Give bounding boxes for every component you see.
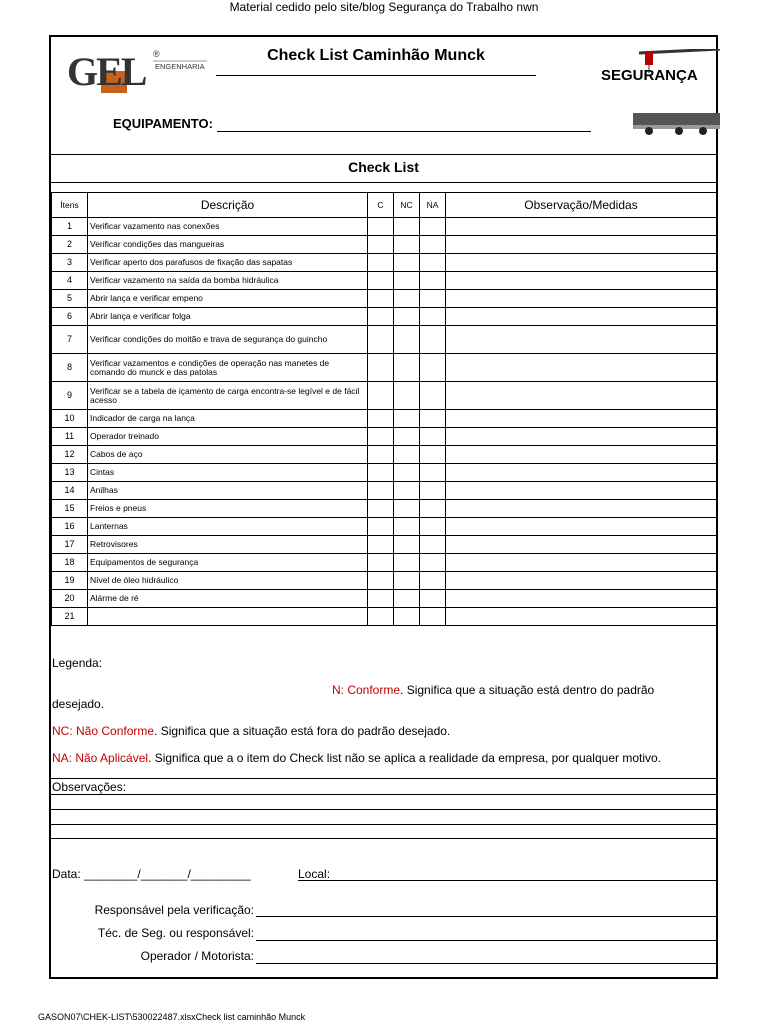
nc-cell[interactable] [394,554,420,572]
col-items: Ítens [52,193,88,218]
legend-na-text: . Significa que a o item do Check list não se aplica a realidade da empresa, por qualquer motivo. [148,751,662,765]
item-number: 1 [52,218,88,236]
na-cell[interactable] [420,446,446,464]
legend-nc-text: . Significa que a situação está fora do padrão desejado. [154,724,451,738]
na-cell[interactable] [420,482,446,500]
na-cell[interactable] [420,428,446,446]
legend-na [52,751,661,765]
table-row [52,482,717,500]
legend-label: Legenda: [52,656,103,670]
item-description: Verificar condições das mangueiras [88,236,368,254]
notes-cell[interactable] [446,354,717,382]
nc-cell[interactable] [394,428,420,446]
notes-cell[interactable] [446,482,717,500]
c-cell[interactable] [368,608,394,626]
notes-cell[interactable] [446,536,717,554]
operator-input-line[interactable] [256,963,716,964]
technician-input-line[interactable] [256,940,716,941]
nc-cell[interactable] [394,608,420,626]
nc-cell[interactable] [394,500,420,518]
table-row [52,428,717,446]
notes-cell[interactable] [446,308,717,326]
table-row [52,236,717,254]
checklist-sheet [49,35,718,979]
table-row [52,308,717,326]
notes-cell[interactable] [446,254,717,272]
place-input-line[interactable] [298,880,716,881]
nc-cell[interactable] [394,326,420,354]
notes-cell[interactable] [446,290,717,308]
item-number: 15 [52,500,88,518]
item-description: Operador treinado [88,428,368,446]
table-row [52,326,717,354]
notes-cell[interactable] [446,518,717,536]
legend-nc-term: NC: Não Conforme [52,724,155,738]
notes-cell[interactable] [446,382,717,410]
col-notes: Observação/Medidas [446,193,717,218]
place-label: Local: [298,867,331,881]
na-cell[interactable] [420,382,446,410]
checklist-title: Check List [348,159,419,175]
na-cell[interactable] [420,608,446,626]
observation-line[interactable] [51,794,716,795]
c-cell[interactable] [368,354,394,382]
file-path: GASON07\CHEK-LIST\530022487.xlsxCheck list caminhão Munck [38,1012,306,1022]
notes-cell[interactable] [446,428,717,446]
item-number: 7 [52,326,88,354]
item-description: Verificar vazamentos e condições de operação nas manetes de comando do munck e das patolas [88,354,368,382]
notes-cell[interactable] [446,218,717,236]
na-cell[interactable] [420,272,446,290]
observation-line[interactable] [51,838,716,839]
na-cell[interactable] [420,354,446,382]
nc-cell[interactable] [394,308,420,326]
observation-line[interactable] [51,824,716,825]
item-number: 13 [52,464,88,482]
item-description: Verificar vazamento nas conexões [88,218,368,236]
item-number: 5 [52,290,88,308]
divider [51,182,716,183]
equipment-label: EQUIPAMENTO: [113,116,213,131]
c-cell[interactable] [368,446,394,464]
table-row [52,218,717,236]
nc-cell[interactable] [394,590,420,608]
divider [51,778,716,779]
na-cell[interactable] [420,308,446,326]
brand-image [599,49,720,135]
na-cell[interactable] [420,536,446,554]
c-cell[interactable] [368,326,394,354]
item-number: 2 [52,236,88,254]
c-cell[interactable] [368,428,394,446]
legend-c-term: N: Conforme [332,683,401,697]
nc-cell[interactable] [394,410,420,428]
nc-cell[interactable] [394,382,420,410]
legend-na-term: NA: Não Aplicável [52,751,149,765]
notes-cell[interactable] [446,572,717,590]
item-description: Verificar condições do moitão e trava de segurança do guincho [88,326,368,354]
nc-cell[interactable] [394,254,420,272]
page-title: Check List Caminhão Munck [267,47,485,64]
item-number: 12 [52,446,88,464]
c-cell[interactable] [368,554,394,572]
item-number: 21 [52,608,88,626]
truck-icon [599,49,720,135]
col-c: C [368,193,394,218]
item-description: Lanternas [88,518,368,536]
logo-reg: ® [153,49,160,59]
divider [51,154,716,155]
observation-line[interactable] [51,809,716,810]
item-number: 3 [52,254,88,272]
logo-text: GEL [67,49,146,94]
item-description: Cabos de aço [88,446,368,464]
table-row [52,572,717,590]
notes-cell[interactable] [446,464,717,482]
equipment-input-line[interactable] [217,131,591,132]
table-row [52,536,717,554]
na-cell[interactable] [420,572,446,590]
notes-cell[interactable] [446,554,717,572]
c-cell[interactable] [368,382,394,410]
item-description: Anilhas [88,482,368,500]
date-label: Data: ________/_______/_________ [52,867,251,881]
notes-cell[interactable] [446,410,717,428]
table-row [52,272,717,290]
na-cell[interactable] [420,326,446,354]
nc-cell[interactable] [394,236,420,254]
c-cell[interactable] [368,482,394,500]
na-cell[interactable] [420,464,446,482]
title-underline [216,75,536,76]
responsible-label: Responsável pela verificação: [94,903,254,917]
item-number: 9 [52,382,88,410]
table-row [52,354,717,382]
c-cell[interactable] [368,218,394,236]
na-cell[interactable] [420,236,446,254]
c-cell[interactable] [368,254,394,272]
na-cell[interactable] [420,518,446,536]
notes-cell[interactable] [446,446,717,464]
na-cell[interactable] [420,590,446,608]
company-logo [67,45,217,97]
nc-cell[interactable] [394,482,420,500]
c-cell[interactable] [368,572,394,590]
table-row [52,254,717,272]
item-description: Alárme de ré [88,590,368,608]
c-cell[interactable] [368,536,394,554]
notes-cell[interactable] [446,326,717,354]
technician-label: Téc. de Seg. ou responsável: [97,926,254,940]
notes-cell[interactable] [446,590,717,608]
c-cell[interactable] [368,272,394,290]
nc-cell[interactable] [394,536,420,554]
item-description: Nível de óleo hidráulico [88,572,368,590]
legend-c-text: . Significa que a situação está dentro do padrão [400,683,655,697]
legend-c [332,683,654,697]
top-note: Material cedido pelo site/blog Segurança do Trabalho nwn [229,0,539,14]
nc-cell[interactable] [394,290,420,308]
logo-sub: ENGENHARIA [155,62,205,71]
na-cell[interactable] [420,554,446,572]
item-description: Equipamentos de segurança [88,554,368,572]
c-cell[interactable] [368,464,394,482]
item-description: Abrir lança e verificar empeno [88,290,368,308]
table-row [52,590,717,608]
notes-cell[interactable] [446,608,717,626]
nc-cell[interactable] [394,354,420,382]
item-number: 17 [52,536,88,554]
item-number: 16 [52,518,88,536]
na-cell[interactable] [420,500,446,518]
col-nc: NC [394,193,420,218]
item-number: 10 [52,410,88,428]
c-cell[interactable] [368,308,394,326]
table-row [52,382,717,410]
item-number: 19 [52,572,88,590]
nc-cell[interactable] [394,272,420,290]
c-cell[interactable] [368,590,394,608]
notes-cell[interactable] [446,500,717,518]
item-description: Indicador de carga na lança [88,410,368,428]
c-cell[interactable] [368,518,394,536]
table-row [52,518,717,536]
nc-cell[interactable] [394,464,420,482]
nc-cell[interactable] [394,518,420,536]
nc-cell[interactable] [394,446,420,464]
item-number: 4 [52,272,88,290]
col-description: Descrição [88,193,368,218]
na-cell[interactable] [420,254,446,272]
item-description: Verificar aperto dos parafusos de fixação das sapatas [88,254,368,272]
table-row [52,410,717,428]
checklist-table [51,192,717,626]
table-row [52,554,717,572]
na-cell[interactable] [420,218,446,236]
observations-label: Observações: [52,780,127,794]
na-cell[interactable] [420,290,446,308]
item-description: Retrovisores [88,536,368,554]
item-number: 6 [52,308,88,326]
item-description: Verificar se a tabela de içamento de carga encontra-se legível e de fácil acesso [88,382,368,410]
c-cell[interactable] [368,410,394,428]
item-description: Cintas [88,464,368,482]
item-description: Verificar vazamento na saída da bomba hidráulica [88,272,368,290]
nc-cell[interactable] [394,572,420,590]
table-row [52,608,717,626]
notes-cell[interactable] [446,236,717,254]
item-description [88,608,368,626]
item-number: 11 [52,428,88,446]
item-description: Freios e pneus [88,500,368,518]
na-cell[interactable] [420,410,446,428]
table-row [52,446,717,464]
legend-c-text2: desejado. [52,697,105,711]
item-number: 18 [52,554,88,572]
item-number: 8 [52,354,88,382]
table-row [52,290,717,308]
nc-cell[interactable] [394,218,420,236]
c-cell[interactable] [368,290,394,308]
c-cell[interactable] [368,500,394,518]
legend-nc [52,724,450,738]
item-number: 14 [52,482,88,500]
item-number: 20 [52,590,88,608]
table-row [52,500,717,518]
operator-label: Operador / Motorista: [140,949,254,963]
col-na: NA [420,193,446,218]
table-row [52,464,717,482]
c-cell[interactable] [368,236,394,254]
brand-text: SEGURANÇA [601,67,698,84]
notes-cell[interactable] [446,272,717,290]
responsible-input-line[interactable] [256,916,716,917]
item-description: Abrir lança e verificar folga [88,308,368,326]
